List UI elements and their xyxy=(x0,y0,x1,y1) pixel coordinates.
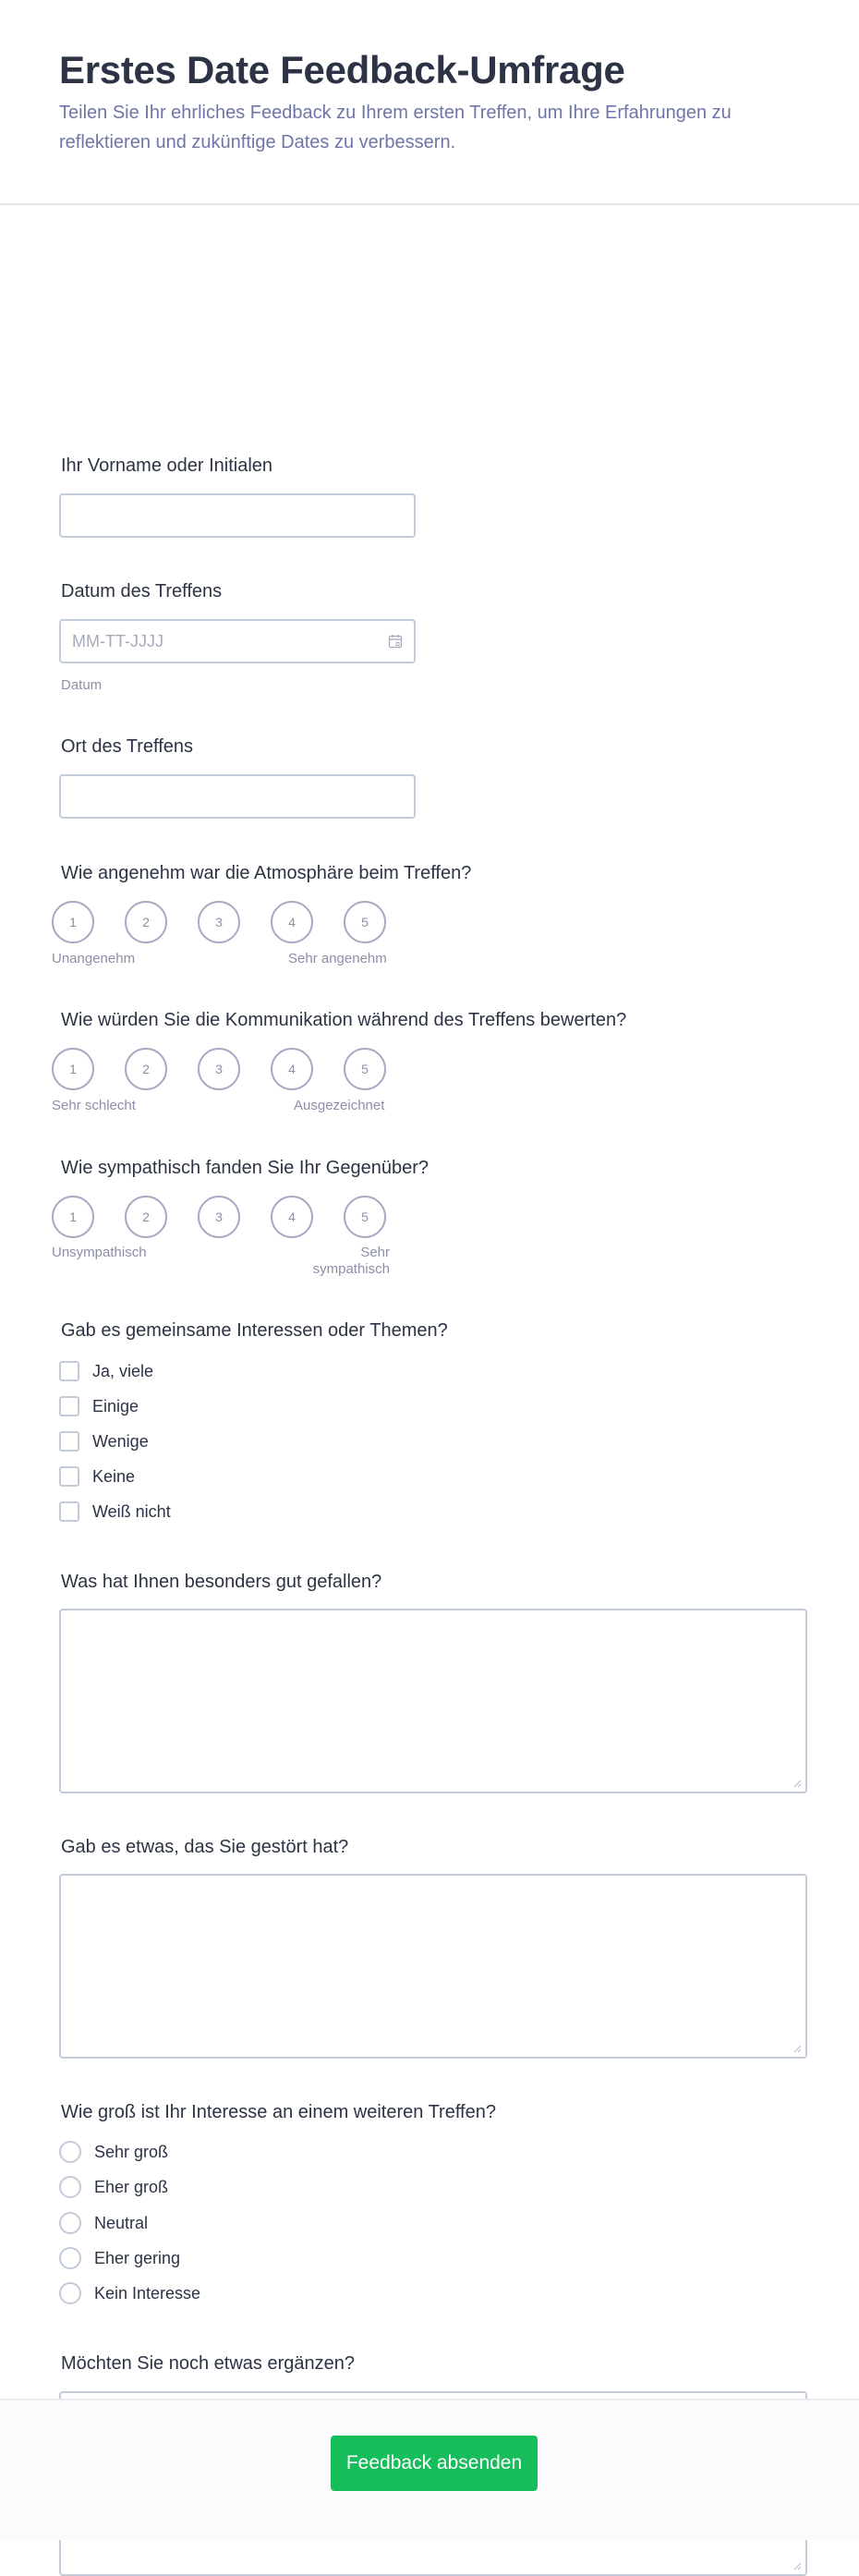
scale-option-3[interactable]: 3 xyxy=(198,1196,240,1238)
radio-button[interactable] xyxy=(59,2282,81,2304)
location-input[interactable] xyxy=(59,774,416,819)
communication-high-label: Ausgezeichnet xyxy=(294,1098,385,1113)
scale-option-1[interactable]: 1 xyxy=(52,1048,94,1090)
radio-button[interactable] xyxy=(59,2212,81,2234)
interests-option[interactable] xyxy=(59,1428,149,1454)
additional-label: Möchten Sie noch etwas ergänzen? xyxy=(61,2353,355,2374)
checkbox[interactable] xyxy=(59,1431,79,1452)
next-meeting-option[interactable] xyxy=(59,2210,148,2236)
interests-option[interactable] xyxy=(59,1499,171,1525)
resize-grip-icon[interactable] xyxy=(792,2561,802,2570)
sympathy-low-label: Unsympathisch xyxy=(52,1245,147,1260)
bothered-label: Gab es etwas, das Sie gestört hat? xyxy=(61,1837,349,1857)
checkbox[interactable] xyxy=(59,1466,79,1487)
atmosphere-low-label: Unangenehm xyxy=(52,951,136,966)
checkbox[interactable] xyxy=(59,1396,79,1416)
scale-option-2[interactable]: 2 xyxy=(125,1048,167,1090)
scale-option-4[interactable]: 4 xyxy=(271,1048,313,1090)
name-input[interactable] xyxy=(59,493,416,538)
next-meeting-label: Wie groß ist Ihr Interesse an einem weiteren Treffen? xyxy=(61,2102,496,2122)
location-label: Ort des Treffens xyxy=(61,736,194,757)
option-label: Wenige xyxy=(92,1431,149,1451)
radio-button[interactable] xyxy=(59,2141,81,2163)
option-label: Einige xyxy=(92,1396,139,1416)
submit-button[interactable]: Feedback absenden xyxy=(331,2436,538,2491)
option-label: Keine xyxy=(92,1466,136,1486)
sympathy-high-line1: Sehr xyxy=(360,1245,390,1260)
checkbox[interactable] xyxy=(59,1501,79,1522)
communication-low-label: Sehr schlecht xyxy=(52,1098,136,1113)
sympathy-high-line2: sympathisch xyxy=(312,1261,390,1277)
interests-option[interactable] xyxy=(59,1393,139,1419)
option-label: Kein Interesse xyxy=(94,2283,201,2303)
calendar-icon[interactable] xyxy=(388,634,403,649)
option-label: Weiß nicht xyxy=(92,1501,171,1521)
option-label: Eher groß xyxy=(94,2177,169,2196)
bothered-textarea[interactable] xyxy=(59,1874,807,2059)
date-input[interactable] xyxy=(59,619,416,663)
scale-option-3[interactable]: 3 xyxy=(198,901,240,943)
liked-label: Was hat Ihnen besonders gut gefallen? xyxy=(61,1572,382,1592)
scale-option-1[interactable]: 1 xyxy=(52,901,94,943)
form-title: Erstes Date Feedback-Umfrage xyxy=(59,48,625,91)
form-description: Teilen Sie Ihr ehrliches Feedback zu Ihrem ersten Treffen, um Ihre Erfahrungen zu reflektieren und zukünftige Dates zu verbessern. xyxy=(59,103,732,152)
form-header xyxy=(0,0,859,205)
date-sublabel: Datum xyxy=(61,677,103,693)
next-meeting-option[interactable] xyxy=(59,2280,200,2306)
interests-option[interactable] xyxy=(59,1464,135,1489)
name-label: Ihr Vorname oder Initialen xyxy=(61,456,273,476)
option-label: Eher gering xyxy=(94,2248,181,2267)
date-label: Datum des Treffens xyxy=(61,581,223,601)
scale-option-4[interactable]: 4 xyxy=(271,901,313,943)
sympathy-high-label xyxy=(307,1245,390,1278)
interests-option[interactable] xyxy=(59,1358,153,1384)
atmosphere-high-label: Sehr angenehm xyxy=(288,951,387,966)
option-label: Neutral xyxy=(94,2213,149,2232)
scale-option-2[interactable]: 2 xyxy=(125,901,167,943)
interests-label: Gab es gemeinsame Interessen oder Themen? xyxy=(61,1320,448,1341)
scale-option-5[interactable]: 5 xyxy=(344,1196,386,1238)
option-label: Sehr groß xyxy=(94,2142,169,2161)
next-meeting-option[interactable] xyxy=(59,2245,180,2271)
scale-option-4[interactable]: 4 xyxy=(271,1196,313,1238)
scale-option-5[interactable]: 5 xyxy=(344,1048,386,1090)
resize-grip-icon[interactable] xyxy=(792,1779,802,1788)
next-meeting-option[interactable] xyxy=(59,2139,168,2165)
atmosphere-label: Wie angenehm war die Atmosphäre beim Treffen? xyxy=(61,863,472,883)
radio-button[interactable] xyxy=(59,2176,81,2198)
liked-textarea[interactable] xyxy=(59,1609,807,1793)
option-label: Ja, viele xyxy=(92,1361,154,1380)
scale-option-3[interactable]: 3 xyxy=(198,1048,240,1090)
form-footer xyxy=(0,2399,859,2540)
communication-label: Wie würden Sie die Kommunikation während des Treffens bewerten? xyxy=(61,1010,627,1030)
radio-button[interactable] xyxy=(59,2247,81,2269)
scale-option-5[interactable]: 5 xyxy=(344,901,386,943)
resize-grip-icon[interactable] xyxy=(792,2044,802,2053)
checkbox[interactable] xyxy=(59,1361,79,1381)
next-meeting-option[interactable] xyxy=(59,2174,168,2200)
scale-option-1[interactable]: 1 xyxy=(52,1196,94,1238)
sympathy-label: Wie sympathisch fanden Sie Ihr Gegenüber? xyxy=(61,1158,429,1178)
scale-option-2[interactable]: 2 xyxy=(125,1196,167,1238)
